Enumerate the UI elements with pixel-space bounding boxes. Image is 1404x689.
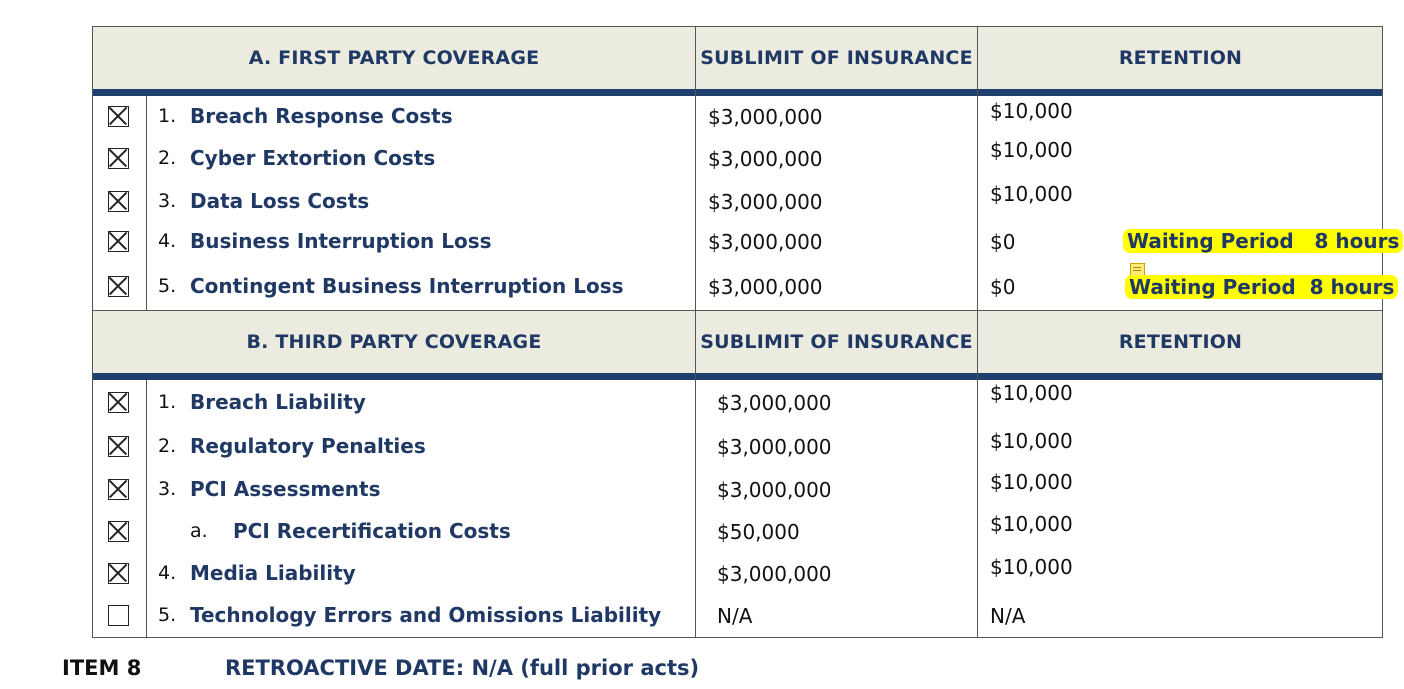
- retention-heading: RETENTION: [1118, 47, 1243, 69]
- sublimit-value: $3,000,000: [708, 230, 823, 254]
- retroactive-date-text: RETROACTIVE DATE: N/A (full prior acts): [225, 656, 700, 680]
- waiting-period-highlight: [1123, 229, 1403, 253]
- row-number: 3.: [158, 190, 177, 212]
- coverage-row: [93, 594, 1382, 634]
- coverage-row: [93, 468, 1382, 508]
- coverage-checkbox[interactable]: [108, 563, 129, 584]
- coverage-checkbox[interactable]: [108, 479, 129, 500]
- sublimit-value: $3,000,000: [708, 190, 823, 214]
- coverage-label: Business Interruption Loss: [190, 229, 492, 253]
- sublimit-value: $3,000,000: [708, 105, 823, 129]
- sublimit-heading: SUBLIMIT OF INSURANCE: [700, 331, 973, 353]
- sublimit-value: $3,000,000: [717, 478, 832, 502]
- waiting-period-label: Waiting Period: [1127, 229, 1294, 253]
- waiting-period-value: 8 hours: [1314, 229, 1400, 253]
- coverage-label: PCI Assessments: [190, 477, 381, 501]
- row-sub-letter: a.: [190, 520, 208, 542]
- retention-value: $10,000: [990, 555, 1073, 579]
- coverage-checkbox[interactable]: [108, 276, 129, 297]
- header-divider-band: [93, 89, 1382, 96]
- waiting-period-value: 8 hours: [1309, 275, 1395, 299]
- row-number: 1.: [158, 105, 177, 127]
- header-divider-band: [93, 373, 1382, 380]
- retention-value: $10,000: [990, 381, 1073, 405]
- row-number: 1.: [158, 391, 177, 413]
- row-number: 5.: [158, 604, 177, 626]
- coverage-label: Breach Liability: [190, 390, 366, 414]
- coverage-checkbox[interactable]: [108, 191, 129, 212]
- coverage-row: [93, 96, 1382, 136]
- coverage-label: Data Loss Costs: [190, 189, 370, 213]
- first-party-coverage-table: [92, 26, 1400, 311]
- sublimit-value: $50,000: [717, 520, 800, 544]
- coverage-row: [93, 181, 1382, 221]
- coverage-checkbox[interactable]: [108, 392, 129, 413]
- row-number: 2.: [158, 147, 177, 169]
- coverage-row: [93, 552, 1382, 592]
- coverage-checkbox[interactable]: [108, 436, 129, 457]
- coverage-row: [93, 221, 1400, 261]
- coverage-row: [93, 381, 1382, 421]
- coverage-row: [93, 138, 1382, 178]
- coverage-label: PCI Recertification Costs: [233, 519, 511, 543]
- retention-value: $10,000: [990, 138, 1073, 162]
- retention-heading: RETENTION: [1118, 331, 1243, 353]
- first-party-heading: A. FIRST PARTY COVERAGE: [248, 47, 540, 69]
- coverage-checkbox[interactable]: [108, 148, 129, 169]
- retention-value: $10,000: [990, 512, 1073, 536]
- sublimit-value: $3,000,000: [717, 562, 832, 586]
- third-party-coverage-table: [92, 311, 1383, 638]
- coverage-checkbox[interactable]: [108, 605, 129, 626]
- retention-value: $10,000: [990, 99, 1073, 123]
- retention-value: N/A: [990, 604, 1026, 628]
- coverage-label: Cyber Extortion Costs: [190, 146, 436, 170]
- sublimit-value: $3,000,000: [717, 435, 832, 459]
- row-number: 2.: [158, 435, 177, 457]
- sublimit-heading: SUBLIMIT OF INSURANCE: [700, 47, 973, 69]
- coverage-checkbox[interactable]: [108, 106, 129, 127]
- retention-value: $0: [990, 230, 1016, 254]
- coverage-row: [93, 266, 1395, 306]
- coverage-checkbox[interactable]: [108, 521, 129, 542]
- sublimit-value: $3,000,000: [708, 147, 823, 171]
- retention-value: $0: [990, 275, 1016, 299]
- row-number: 3.: [158, 478, 177, 500]
- waiting-period-label: Waiting Period: [1129, 275, 1296, 299]
- sublimit-value: $3,000,000: [708, 275, 823, 299]
- row-number: 4.: [158, 230, 177, 252]
- coverage-label: Media Liability: [190, 561, 356, 585]
- coverage-checkbox[interactable]: [108, 231, 129, 252]
- retention-value: $10,000: [990, 182, 1073, 206]
- coverage-label: Contingent Business Interruption Loss: [190, 274, 624, 298]
- coverage-label: Technology Errors and Omissions Liability: [190, 603, 662, 627]
- coverage-row: [93, 425, 1382, 465]
- third-party-heading: B. THIRD PARTY COVERAGE: [246, 331, 542, 353]
- sublimit-value: N/A: [717, 604, 753, 628]
- coverage-label: Regulatory Penalties: [190, 434, 426, 458]
- waiting-period-highlight: [1125, 275, 1398, 299]
- sublimit-value: $3,000,000: [717, 391, 832, 415]
- row-number: 5.: [158, 275, 177, 297]
- item-8-label: ITEM 8: [62, 656, 142, 680]
- retention-value: $10,000: [990, 470, 1073, 494]
- row-number: 4.: [158, 562, 177, 584]
- retention-value: $10,000: [990, 429, 1073, 453]
- coverage-label: Breach Response Costs: [190, 104, 453, 128]
- coverage-row: [93, 510, 1382, 550]
